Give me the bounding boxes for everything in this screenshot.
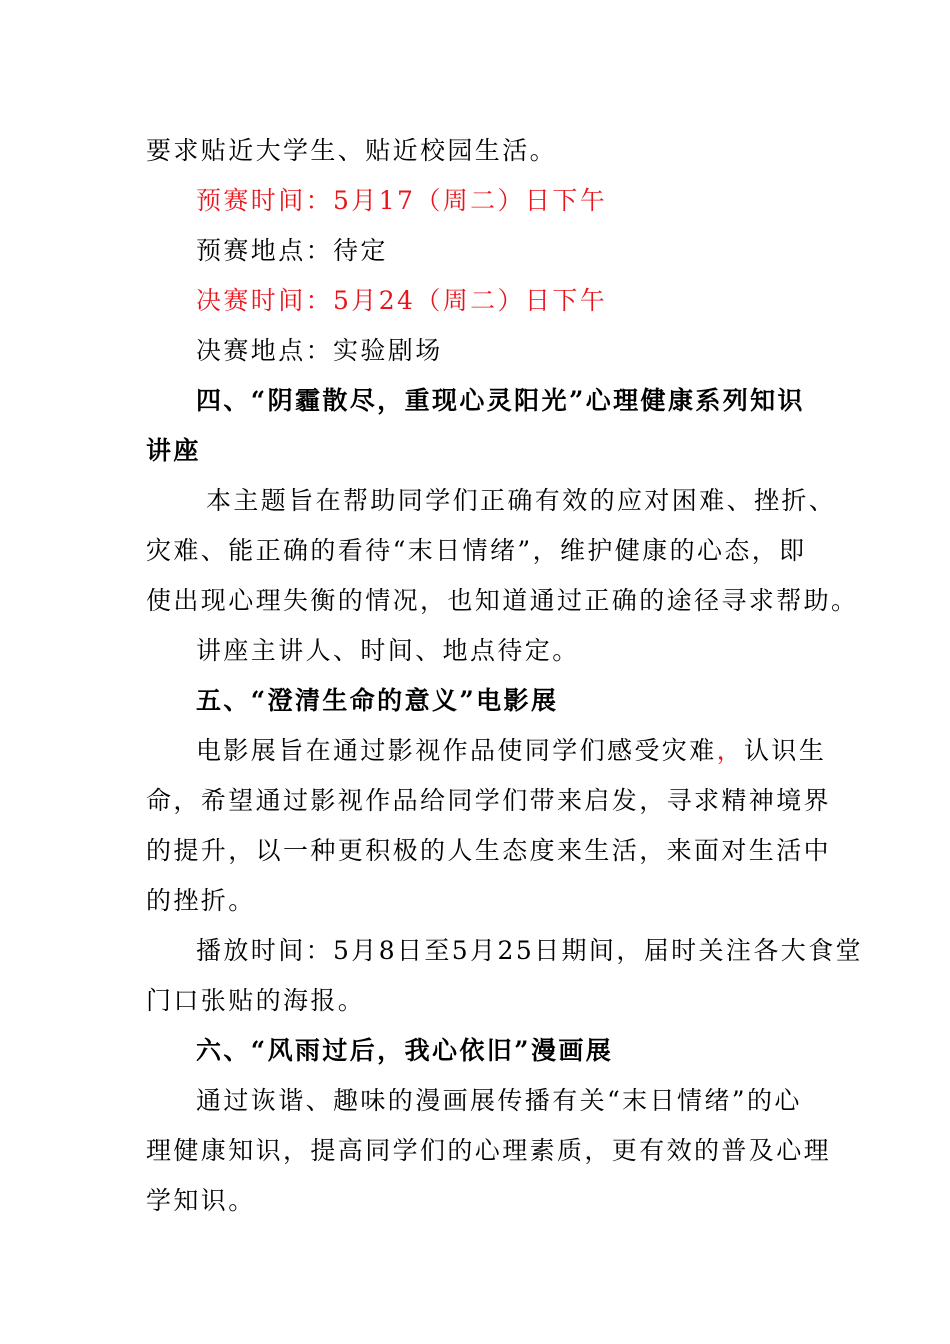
section-heading-4: 四、“阴霾散尽，重现心灵阳光”心理健康系列知识	[196, 386, 805, 415]
paragraph-line: 理健康知识，提高同学们的心理素质，更有效的普及心理	[146, 1136, 832, 1165]
prelim-location: 预赛地点：待定	[196, 236, 388, 265]
paragraph-line: 本主题旨在帮助同学们正确有效的应对困难、挫折、	[206, 486, 837, 515]
paragraph-line: 命，希望通过影视作品给同学们带来启发，寻求精神境界	[146, 786, 832, 815]
paragraph-text: 电影展旨在通过影视作品使同学们感受灾难	[196, 736, 717, 765]
section-heading-5: 五、“澄清生命的意义”电影展	[196, 686, 559, 715]
prelim-time: 预赛时间：5月17（周二）日下午	[196, 186, 608, 215]
paragraph-line: 灾难、能正确的看待“末日情绪”，维护健康的心态，即	[146, 536, 807, 565]
paragraph-line: 的提升，以一种更积极的人生态度来生活，来面对生活中	[146, 836, 832, 865]
final-time: 决赛时间：5月24（周二）日下午	[196, 286, 608, 315]
paragraph-line: 要求贴近大学生、贴近校园生活。	[146, 136, 558, 165]
paragraph-line: 的挫折。	[146, 886, 256, 915]
paragraph-line: 通过诙谐、趣味的漫画展传播有关“末日情绪”的心	[196, 1086, 802, 1115]
paragraph-text: 认识生	[744, 736, 827, 765]
section-heading-6: 六、“风雨过后，我心依旧”漫画展	[196, 1036, 614, 1065]
paragraph-line: 讲座主讲人、时间、地点待定。	[196, 636, 580, 665]
red-comma: ，	[716, 736, 745, 765]
paragraph-line: 门口张贴的海报。	[146, 986, 366, 1015]
paragraph-line-mixed	[196, 736, 826, 766]
screening-time: 播放时间：5月8日至5月25日期间，届时关注各大食堂	[196, 936, 863, 965]
final-location: 决赛地点：实验剧场	[196, 336, 443, 365]
paragraph-line: 使出现心理失衡的情况，也知道通过正确的途径寻求帮助。	[146, 586, 859, 615]
section-heading-4-continued: 讲座	[146, 436, 201, 465]
paragraph-line: 学知识。	[146, 1186, 256, 1215]
